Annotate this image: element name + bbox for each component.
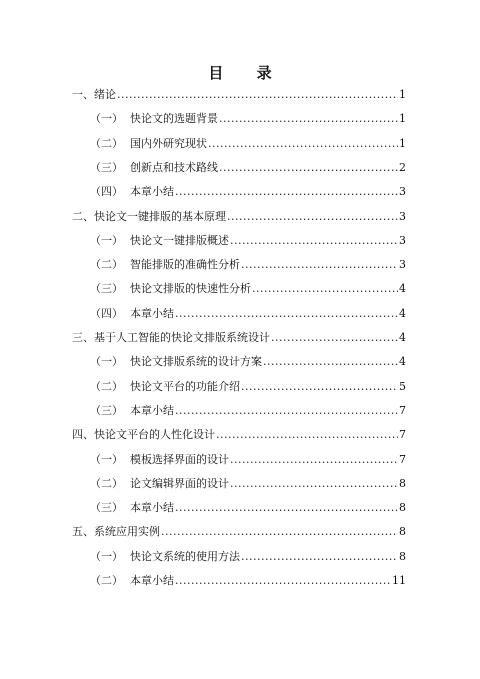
toc-page-number: 4 [399,331,406,344]
toc-page-number: 8 [399,501,406,515]
toc-entry-number: 三、 [72,331,94,344]
toc-chapter-entry [72,525,406,539]
toc-dot-leader [230,453,398,467]
toc-page-number: 7 [399,428,406,442]
toc-chapter-entry [72,428,406,442]
toc-entry-number: （三） [90,501,123,515]
toc-page-number: 5 [399,379,406,393]
toc-section-entry [90,161,406,175]
toc-page-number: 7 [399,452,406,466]
toc-entry-title: 国内外研究现状 [130,136,207,150]
toc-entry-title: 论文编辑界面的设计 [130,476,229,490]
toc-dot-leader [227,210,398,224]
toc-entry-number: （一） [90,355,123,369]
toc-dot-leader [161,525,398,539]
toc-page-number: 3 [399,233,406,247]
toc-page-number: 1 [399,112,406,126]
toc-dot-leader [216,428,398,442]
toc-section-entry [90,380,406,394]
toc-entry-number: （三） [90,282,123,296]
toc-section-entry [90,501,406,515]
toc-section-entry [90,355,406,369]
toc-page-number: 8 [399,525,406,539]
toc-page-number: 3 [399,209,406,223]
toc-entry-title: 本章小结 [130,574,174,587]
toc-entry-number: 二、 [72,209,94,223]
toc-dot-leader [175,404,398,418]
toc-section-entry [90,137,406,151]
toc-entry-title: 快论文平台的功能介绍 [130,379,240,393]
toc-entry-number: （一） [90,233,123,247]
toc-entry-number: （三） [90,403,123,417]
toc-page-number: 1 [399,88,406,101]
toc-entry-title: 快论文排版系统的设计方案 [130,355,262,369]
toc-dot-leader [219,161,398,175]
toc-entry-number: （二） [90,574,123,587]
toc-section-entry [90,550,406,564]
toc-entry-title: 系统应用实例 [94,525,160,539]
toc-entry-title: 快论文一键排版概述 [130,233,229,247]
toc-chapter-entry [72,331,406,345]
toc-entry-title: 本章小结 [130,501,174,515]
toc-entry-title: 快论文排版的快速性分析 [130,282,251,296]
toc-entry-number: （三） [90,160,123,174]
toc-section-entry [90,453,406,467]
toc-dot-leader [219,112,398,126]
toc-entry-number: （一） [90,452,123,466]
toc-dot-leader [241,258,398,272]
toc-entry-number: （一） [90,112,123,126]
toc-entry-title: 快论文的选题背景 [130,112,218,126]
toc-page-number: 7 [399,403,406,417]
toc-section-entry [90,404,406,418]
toc-dot-leader [175,307,398,321]
toc-entry-number: 四、 [72,428,94,442]
toc-dot-leader [241,550,398,564]
toc-section-entry [90,477,406,491]
toc-entry-number: （二） [90,136,123,150]
toc-dot-leader [263,355,398,369]
toc-page-number: 3 [399,258,406,272]
toc-title: 目 录 [208,64,286,82]
toc-dot-leader [252,282,398,296]
toc-entry-title: 快论文系统的使用方法 [130,549,240,563]
toc-entry-title: 快论文一键排版的基本原理 [94,209,226,223]
toc-chapter-entry [72,88,406,102]
toc-page-number: 4 [399,355,406,369]
toc-entry-title: 本章小结 [130,306,174,320]
toc-entry-number: （一） [90,549,123,563]
toc-section-entry [90,234,406,248]
toc-dot-leader [117,88,398,102]
toc-chapter-entry [72,210,406,224]
toc-entry-title: 创新点和技术路线 [130,160,218,174]
toc-entry-number: （二） [90,258,123,272]
toc-entry-title: 模板选择界面的设计 [130,452,229,466]
toc-entry-title: 本章小结 [130,185,174,199]
toc-section-entry [90,112,406,126]
toc-section-entry [90,574,406,588]
toc-entry-title: 绪论 [94,88,116,101]
toc-section-entry [90,307,406,321]
toc-dot-leader [175,574,391,588]
toc-entry-number: （四） [90,185,123,199]
toc-dot-leader [241,380,398,394]
toc-dot-leader [175,185,398,199]
toc-entry-title: 基于人工智能的快论文排版系统设计 [94,331,270,344]
toc-section-entry [90,282,406,296]
toc-entry-number: 五、 [72,525,94,539]
toc-entry-number: （四） [90,306,123,320]
toc-entry-title: 智能排版的准确性分析 [130,258,240,272]
toc-entry-title: 本章小结 [130,403,174,417]
toc-page-number: 2 [399,160,406,174]
toc-dot-leader [208,137,398,151]
toc-page-number: 4 [399,306,406,320]
toc-page-number: 8 [399,476,406,490]
toc-entry-number: （二） [90,476,123,490]
toc-page-number: 4 [399,282,406,296]
toc-section-entry [90,258,406,272]
toc-page-number: 8 [399,549,406,563]
toc-entry-number: 一、 [72,88,94,101]
toc-dot-leader [271,331,398,345]
toc-entry-title: 快论文平台的人性化设计 [94,428,215,442]
toc-page-number: 11 [392,574,406,587]
toc-dot-leader [230,234,398,248]
toc-section-entry [90,185,406,199]
toc-dot-leader [230,477,398,491]
toc-dot-leader [175,501,398,515]
toc-entry-number: （二） [90,379,123,393]
toc-page-number: 3 [399,185,406,199]
toc-page-number: 1 [399,136,406,150]
